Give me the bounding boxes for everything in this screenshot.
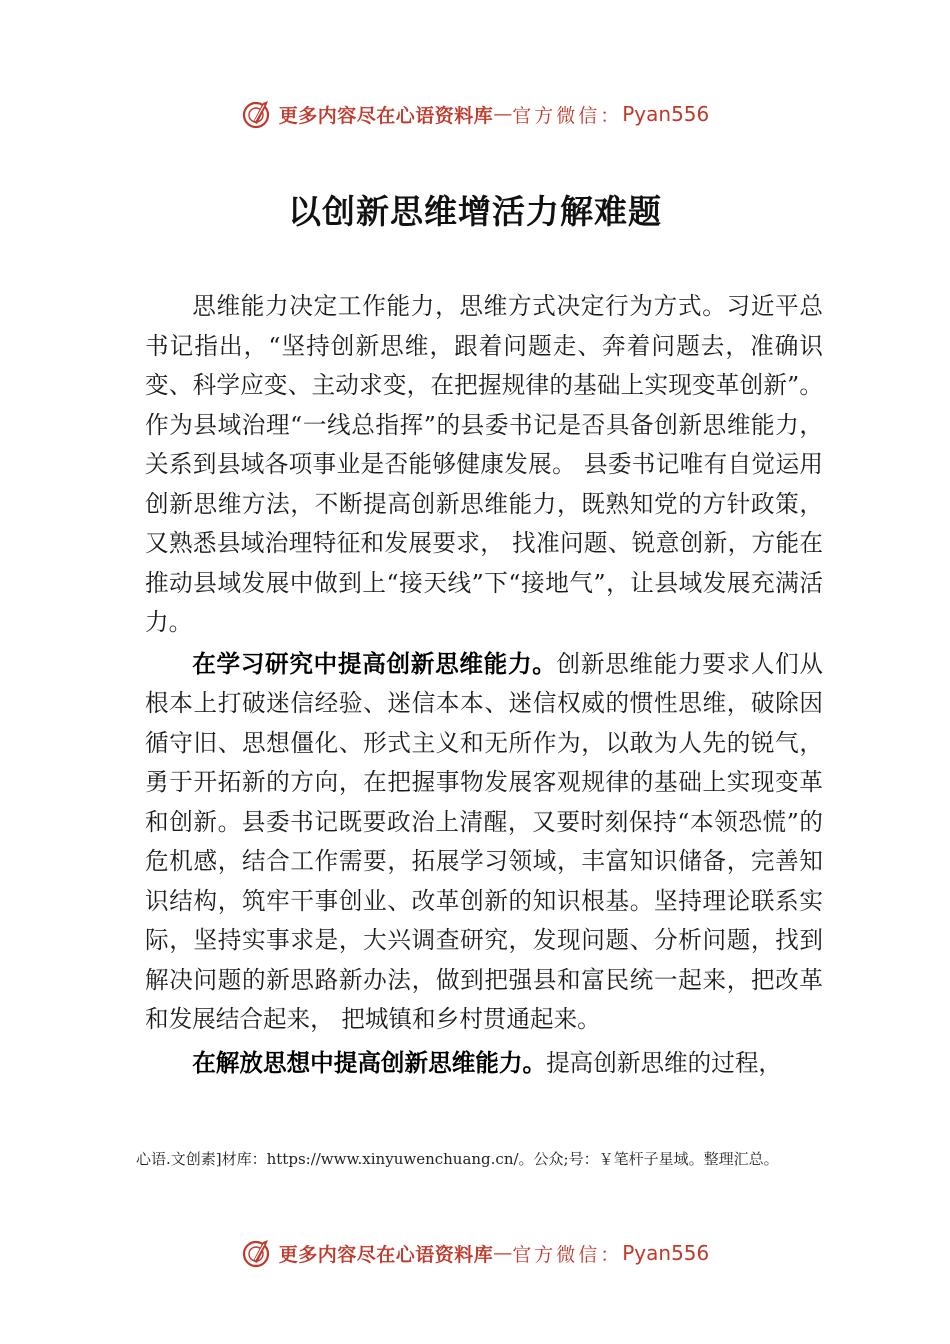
banner-dash: — (493, 103, 513, 125)
paragraph (145, 287, 823, 643)
footer-banner (0, 1231, 950, 1275)
banner-wechat-id: Pyan556 (622, 102, 710, 126)
paragraph-text: 思维能力决定工作能力，思维方式决定行为方式。习近平总书记指出，“坚持创新思维，跟着问题走、奔着问题去，准确识变、科学应变、主动求变，在把握规律的基础上实现变革创新”。作为县域治理“一线总指挥”的县委书记是否具备创新思维能力，关系到县域各项事业是否能够健康发展。 县委书记唯有自觉运用创新思维方法，不断提高创新思维能力，既熟知党的方针政策，又熟悉县域治理特征和发展要求， 找准问题、锐意创新，方能在推动县域发展中做到上“接天线”下“接地气”，让县域发展充满活力。 (145, 292, 823, 636)
header-banner (0, 92, 950, 136)
banner-title: 更多内容尽在心语资料库 (278, 1243, 494, 1266)
banner-wechat-id: Pyan556 (622, 1241, 710, 1265)
paragraph-lead: 在解放思想中提高创新思维能力。 (192, 1048, 547, 1077)
document-body (145, 287, 823, 1083)
banner-dash: — (493, 1242, 513, 1264)
banner-title: 更多内容尽在心语资料库 (278, 104, 494, 127)
paragraph-text: 提高创新思维的过程， (546, 1048, 783, 1077)
pen-nib-logo-icon (241, 97, 275, 131)
source-note: 心语.文创素]材库：https://www.xinyuwenchuang.cn/。公众;号：￥笔杆子星域。整理汇总。 (136, 1150, 779, 1168)
paragraph-lead: 在学习研究中提高创新思维能力。 (192, 649, 557, 678)
banner-wechat-label: 官方微信： (512, 104, 623, 127)
paragraph (145, 1044, 823, 1084)
paragraph (145, 645, 823, 1040)
pen-nib-logo-icon (241, 1236, 275, 1270)
banner-wechat-label: 官方微信： (512, 1243, 623, 1266)
document-title: 以创新思维增活力解难题 (288, 192, 662, 231)
paragraph-text: 创新思维能力要求人们从根本上打破迷信经验、迷信本本、迷信权威的惯性思维，破除因循守旧、思想僵化、形式主义和无所作为，以敢为人先的锐气，勇于开拓新的方向，在把握事物发展客观规律的基础上实现变革和创新。县委书记既要政治上清醒，又要时刻保持“本领恐慌”的危机感，结合工作需要，拓展学习领域，丰富知识储备，完善知识结构，筑牢干事创业、改革创新的知识根基。坚持理论联系实际，坚持实事求是，大兴调查研究，发现问题、分析问题，找到解决问题的新思路新办法，做到把强县和富民统一起来，把改革和发展结合起来， 把城镇和乡村贯通起来。 (145, 649, 824, 1033)
